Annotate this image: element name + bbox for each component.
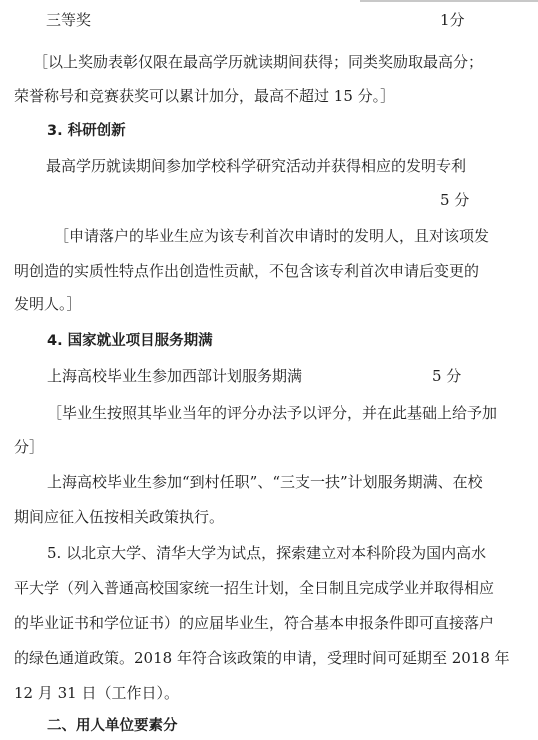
section-heading-employer: 二、用人单位要素分 [47,718,178,734]
west-plan-score: 5 分 [432,367,462,385]
patent-paragraph: 最高学历就读期间参加学校科学研究活动并获得相应的发明专利 [46,157,467,175]
pilot-policy-line-4: 的绿色通道政策。2018 年符合该政策的申请，受理时间可延期至 2018 年 [14,649,510,667]
village-service-line-2: 期间应征入伍按相关政策执行。 [14,508,225,526]
pilot-policy-line-5: 12 月 31 日（工作日）。 [14,684,179,702]
top-divider [360,0,538,2]
west-plan-paragraph: 上海高校毕业生参加西部计划服务期满 [47,367,303,385]
award-third-prize-score: 1分 [440,11,465,29]
scoring-note-line-2: 分］ [14,438,45,456]
section-heading-research: 3. 科研创新 [47,123,126,139]
pilot-policy-line-3: 的毕业证书和学位证书）的应届毕业生，符合基本申报条件即可直接落户 [14,614,495,632]
patent-note-line-1: ［申请落户的毕业生应为该专利首次申请时的发明人，且对该项发 [54,227,490,245]
award-note-line-1: ［以上奖励表彰仅限在最高学历就读期间获得；同类奖励取最高分； [33,53,484,71]
pilot-policy-line-1: 5. 以北京大学、清华大学为试点，探索建立对本科阶段为国内高水 [47,544,487,562]
scoring-note-line-1: ［毕业生按照其毕业当年的评分办法予以评分，并在此基础上给予加 [47,404,498,422]
pilot-policy-line-2: 平大学（列入普通高校国家统一招生计划，全日制且完成学业并取得相应 [14,579,495,597]
patent-note-line-3: 发明人。］ [14,295,82,313]
village-service-line-1: 上海高校毕业生参加“到村任职”、“三支一扶”计划服务期满、在校 [47,473,483,491]
patent-score: 5 分 [440,191,470,209]
award-third-prize: 三等奖 [46,11,92,29]
section-heading-service: 4. 国家就业项目服务期满 [47,333,213,349]
award-note-line-2: 荣誉称号和竞赛获奖可以累计加分，最高不超过 15 分。］ [14,87,396,105]
patent-note-line-2: 明创造的实质性特点作出创造性贡献，不包含该专利首次申请后变更的 [14,262,480,280]
